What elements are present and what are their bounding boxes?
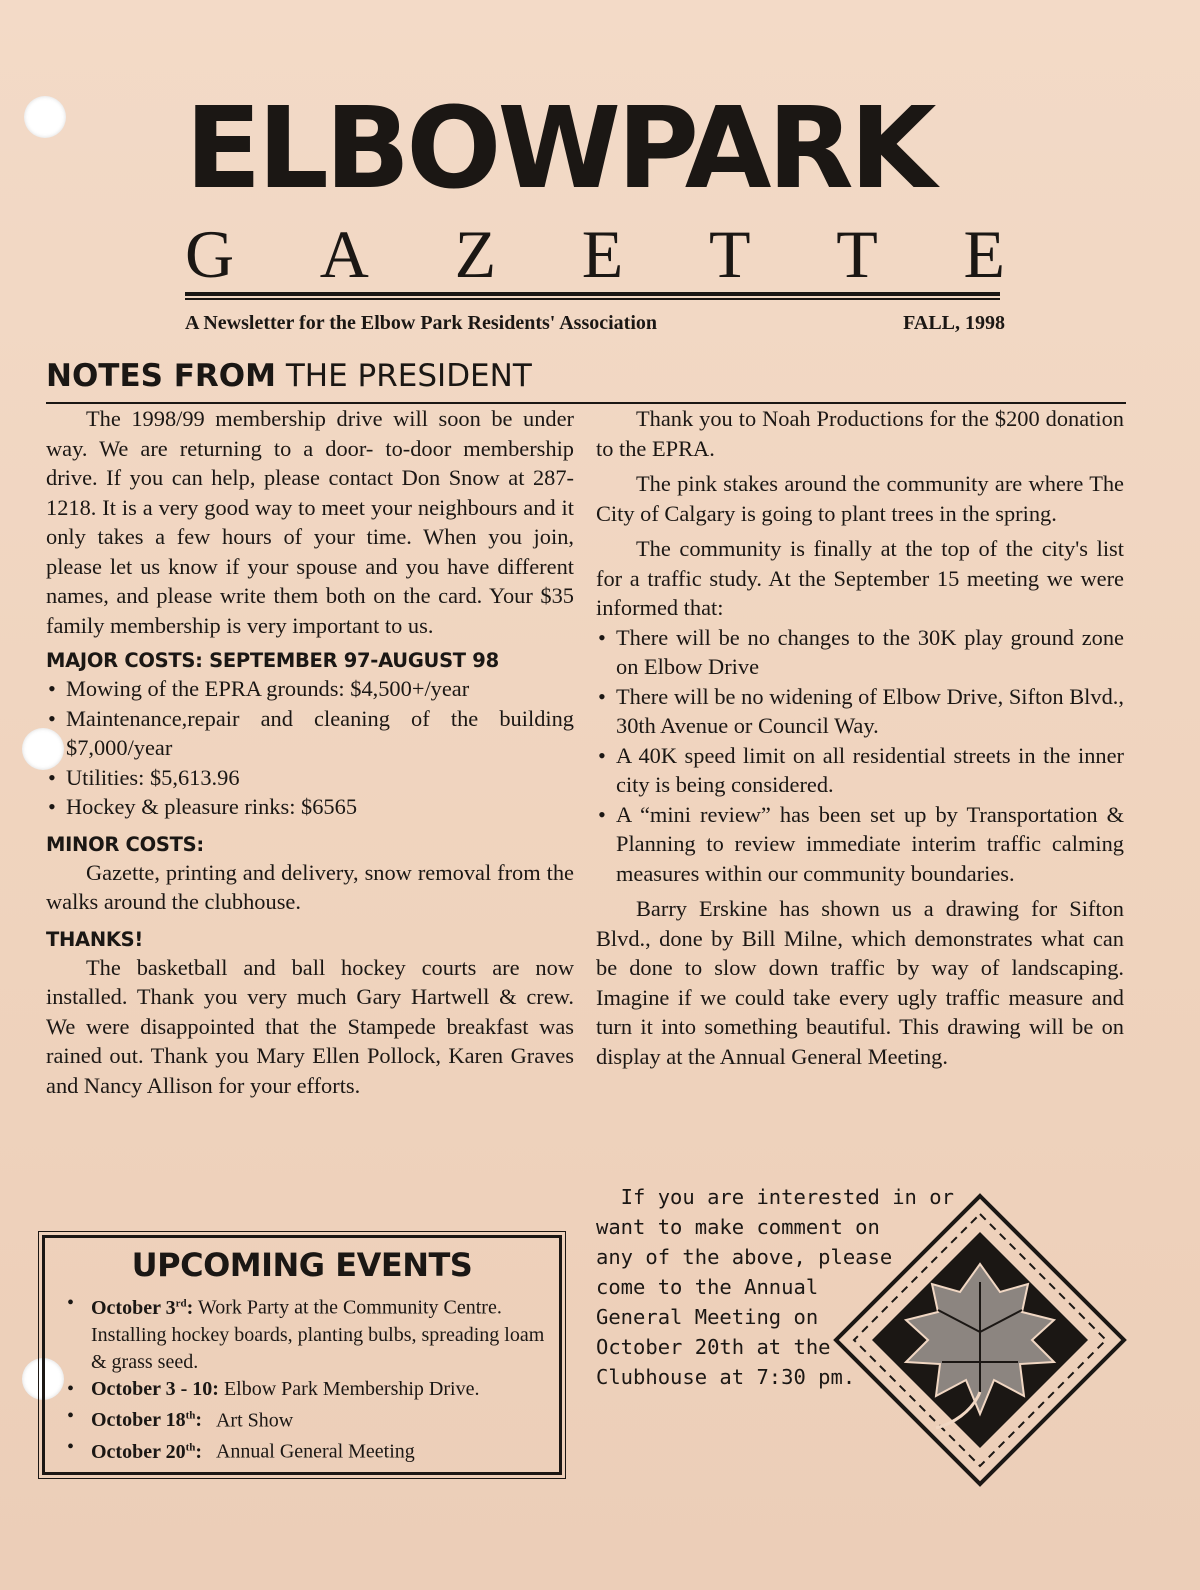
event-item	[65, 1434, 545, 1466]
list-item: • Hockey & pleasure rinks: $6565	[46, 792, 574, 822]
section-title-bold: NOTES FROM	[46, 358, 276, 394]
closing-line: want to make comment on	[596, 1215, 880, 1239]
thanks-text: The basketball and ball hockey courts are now installed. Thank you very much Gary Hartwell & crew. We were disappointed that the Stampede breakfast was rained out. Thank you Mary Ellen Pollock, Karen Graves and Nancy Allison for your efforts.	[46, 954, 574, 1098]
event-sep: :	[195, 1409, 203, 1432]
section-title	[46, 358, 626, 394]
closing-line: any of the above, please	[596, 1245, 893, 1269]
donation-paragraph: Thank you to Noah Productions for the $200 donation to the EPRA.	[596, 406, 1124, 461]
masthead-rule-thin	[185, 298, 1000, 300]
event-sep: :	[186, 1296, 194, 1319]
left-column	[46, 404, 574, 1100]
punch-hole-top	[24, 96, 66, 138]
major-costs-heading: MAJOR COSTS: SEPTEMBER 97-AUGUST 98	[46, 649, 499, 672]
closing-line: come to the Annual	[596, 1275, 819, 1299]
closing-line: October 20th at the	[596, 1335, 831, 1359]
minor-costs-text: Gazette, printing and delivery, snow removal from the walks around the clubhouse.	[46, 859, 574, 914]
event-text: Annual General Meeting	[202, 1440, 415, 1463]
event-text: Elbow Park Membership Drive.	[218, 1377, 480, 1400]
subtitle-letter: T	[709, 216, 751, 292]
masthead-title: ELBOWPARK	[185, 84, 933, 214]
tagline-row	[185, 312, 1005, 335]
traffic-list	[596, 623, 1124, 889]
event-text: Work Party at the Community Centre. Installing hockey boards, planting bulbs, spreading loam & grass seed.	[91, 1296, 545, 1373]
upcoming-events-box	[42, 1235, 562, 1475]
list-item: • There will be no widening of Elbow Drive, Sifton Blvd., 30th Avenue or Council Way.	[596, 682, 1124, 741]
event-item	[65, 1290, 545, 1376]
subtitle-letter: E	[963, 216, 1005, 292]
subtitle-letter: Z	[454, 216, 497, 292]
events-list	[45, 1290, 559, 1466]
stakes-paragraph: The pink stakes around the community are where The City of Calgary is going to plant trees in the spring.	[596, 471, 1124, 526]
closing-line: General Meeting on	[596, 1305, 819, 1329]
event-date: October 3 - 10	[91, 1377, 213, 1400]
maple-leaf-icon	[832, 1192, 1128, 1488]
subtitle-letter: T	[836, 216, 878, 292]
event-item	[65, 1376, 545, 1403]
list-item: • Maintenance,repair and cleaning of the building $7,000/year	[46, 704, 574, 763]
event-sep: :	[195, 1440, 203, 1463]
event-date: October 18	[91, 1409, 186, 1432]
tagline: A Newsletter for the Elbow Park Residents' Association	[185, 312, 658, 334]
event-item	[65, 1403, 545, 1435]
landscaping-paragraph: Barry Erskine has shown us a drawing for Sifton Blvd., done by Bill Milne, which demonstrates what can be done to slow down traffic by way of landscaping. Imagine if we could take every ugly traffic measure and turn it into something beautiful. This drawing will be on display at the Annual General Meeting.	[596, 896, 1124, 1069]
minor-costs-heading: MINOR COSTS:	[46, 832, 204, 856]
traffic-study-paragraph: The community is finally at the top of the city's list for a traffic study. At the September 15 meeting we were informed that:	[596, 536, 1124, 620]
list-item: • Mowing of the EPRA grounds: $4,500+/year	[46, 674, 574, 704]
list-item: • Utilities: $5,613.96	[46, 763, 574, 793]
subtitle-letter: A	[319, 216, 369, 292]
masthead-subtitle	[185, 214, 1005, 294]
event-date-suffix: th	[185, 1409, 196, 1422]
closing-line: If you are interested in or	[596, 1185, 954, 1209]
masthead-rule	[185, 292, 1000, 296]
event-date-suffix: rd	[175, 1297, 187, 1309]
section-title-rest: THE PRESIDENT	[285, 358, 532, 394]
membership-paragraph: The 1998/99 membership drive will soon be under way. We are returning to a door- to-door membership drive. If you can help, please contact Don Snow at 287-1218. It is a very good way to meet your neighbours and it only takes a few hours of your time. When you join, please let us know if your spouse and you have different names, and please write them both on the card. Your $35 family membership is very important to us.	[46, 406, 574, 638]
event-date-suffix: th	[185, 1441, 196, 1454]
major-costs-list	[46, 674, 574, 822]
list-item: • There will be no changes to the 30K play ground zone on Elbow Drive	[596, 623, 1124, 682]
event-date: October 3	[91, 1296, 176, 1319]
thanks-heading: THANKS!	[46, 927, 143, 951]
subtitle-letter: G	[185, 216, 235, 292]
list-item: • A 40K speed limit on all residential streets in the inner city is being considered.	[596, 741, 1124, 800]
list-item: • A “mini review” has been set up by Transportation & Planning to review immediate interim traffic calming measures within our community boundaries.	[596, 800, 1124, 889]
event-sep: :	[212, 1377, 219, 1400]
subtitle-letter: E	[581, 216, 624, 292]
event-text: Art Show	[202, 1409, 294, 1432]
issue-date: FALL, 1998	[903, 312, 1005, 334]
closing-line: Clubhouse at 7:30 pm.	[596, 1365, 856, 1389]
events-title: UPCOMING EVENTS	[131, 1246, 473, 1284]
right-column	[596, 404, 1124, 1071]
event-date: October 20	[91, 1440, 186, 1463]
